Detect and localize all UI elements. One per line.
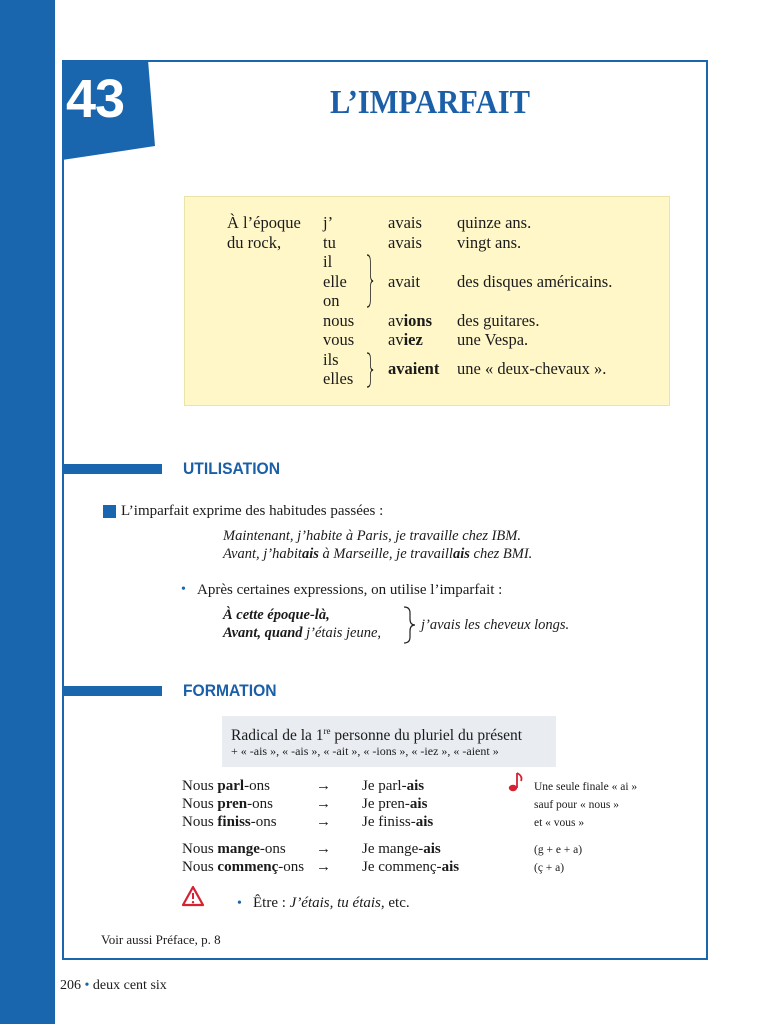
form-row-left: Nous parl-ons <box>182 778 270 794</box>
verb: avais <box>388 213 422 232</box>
side-band <box>0 0 55 1024</box>
brace <box>366 254 374 308</box>
pronoun: j’ <box>323 213 334 232</box>
expression: Avant, quand j’étais jeune, <box>223 625 382 641</box>
pronoun: tu <box>323 233 336 252</box>
section-bar <box>62 464 162 474</box>
note-text: sauf pour « nous » <box>534 799 619 811</box>
arrow-icon: → <box>316 841 331 857</box>
warning-icon <box>181 885 205 907</box>
music-note-icon <box>508 771 524 793</box>
example-line: Avant, j’habitais à Marseille, je travaillais chez BMI. <box>223 546 533 562</box>
rule-text: L’imparfait exprime des habitudes passées : <box>121 503 384 519</box>
rule-text: Après certaines expressions, on utilise l’imparfait : <box>197 582 503 598</box>
expression: À cette époque-là, <box>223 607 330 623</box>
note-text: Une seule finale « ai » <box>534 781 638 793</box>
form-row-right: Je mange-ais <box>362 841 441 857</box>
section-title-utilisation: UTILISATION <box>183 459 281 478</box>
form-row-left: Nous finiss-ons <box>182 814 277 830</box>
expression-result: j’avais les cheveux longs. <box>421 617 570 633</box>
note-text: et « vous » <box>534 817 585 829</box>
pronoun: on <box>323 291 340 310</box>
example-line: Maintenant, j’habite à Paris, je travaille chez IBM. <box>223 528 521 544</box>
form-row-right: Je finiss-ais <box>362 814 434 830</box>
etre-line: Être : J’étais, tu étais, etc. <box>253 895 410 911</box>
form-row-right: Je pren-ais <box>362 796 428 812</box>
verb: avais <box>388 233 422 252</box>
intro-line-2: du rock, <box>227 233 282 252</box>
note-text: (g + e + a) <box>534 844 583 856</box>
brace <box>402 606 416 649</box>
pronoun: nous <box>323 311 355 330</box>
section-title-formation: FORMATION <box>183 681 277 700</box>
complement: des guitares. <box>457 311 540 330</box>
form-row-left: Nous pren-ons <box>182 796 273 812</box>
form-row-right: Je parl-ais <box>362 778 425 794</box>
page-footer: 206 • deux cent six <box>60 978 167 993</box>
dot-bullet: • <box>237 896 242 911</box>
section-bar <box>62 686 162 696</box>
verb: avait <box>388 272 421 291</box>
verb: avions <box>388 311 433 330</box>
pronoun: vous <box>323 330 355 349</box>
arrow-icon: → <box>316 796 331 812</box>
form-row-left: Nous commenç-ons <box>182 859 305 875</box>
complement: une Vespa. <box>457 330 529 349</box>
brace <box>366 352 374 388</box>
complement: des disques américains. <box>457 272 613 291</box>
endings-text: + « -ais », « -ais », « -ait », « -ions », « -iez », « -aient » <box>231 744 499 758</box>
intro-line-1: À l’époque <box>227 213 301 232</box>
dot-bullet: • <box>181 582 186 597</box>
form-row-right: Je commenç-ais <box>362 859 460 875</box>
complement: quinze ans. <box>457 213 532 232</box>
pronoun: elles <box>323 369 354 388</box>
form-row-left: Nous mange-ons <box>182 841 286 857</box>
note-text: (ç + a) <box>534 862 565 874</box>
arrow-icon: → <box>316 778 331 794</box>
square-bullet <box>103 505 116 518</box>
arrow-icon: → <box>316 814 331 830</box>
arrow-icon: → <box>316 859 331 875</box>
pronoun: ils <box>323 350 339 369</box>
chapter-title: L’IMPARFAIT <box>329 84 531 121</box>
see-also: Voir aussi Préface, p. 8 <box>101 932 221 947</box>
pronoun: elle <box>323 272 347 291</box>
chapter-number: 43 <box>66 69 125 129</box>
verb: aviez <box>388 330 423 349</box>
radical-text: Radical de la 1re personne du pluriel du présent <box>231 726 523 745</box>
verb: avaient <box>388 359 440 378</box>
complement: vingt ans. <box>457 233 522 252</box>
complement: une « deux-chevaux ». <box>457 359 607 378</box>
pronoun: il <box>323 252 333 271</box>
